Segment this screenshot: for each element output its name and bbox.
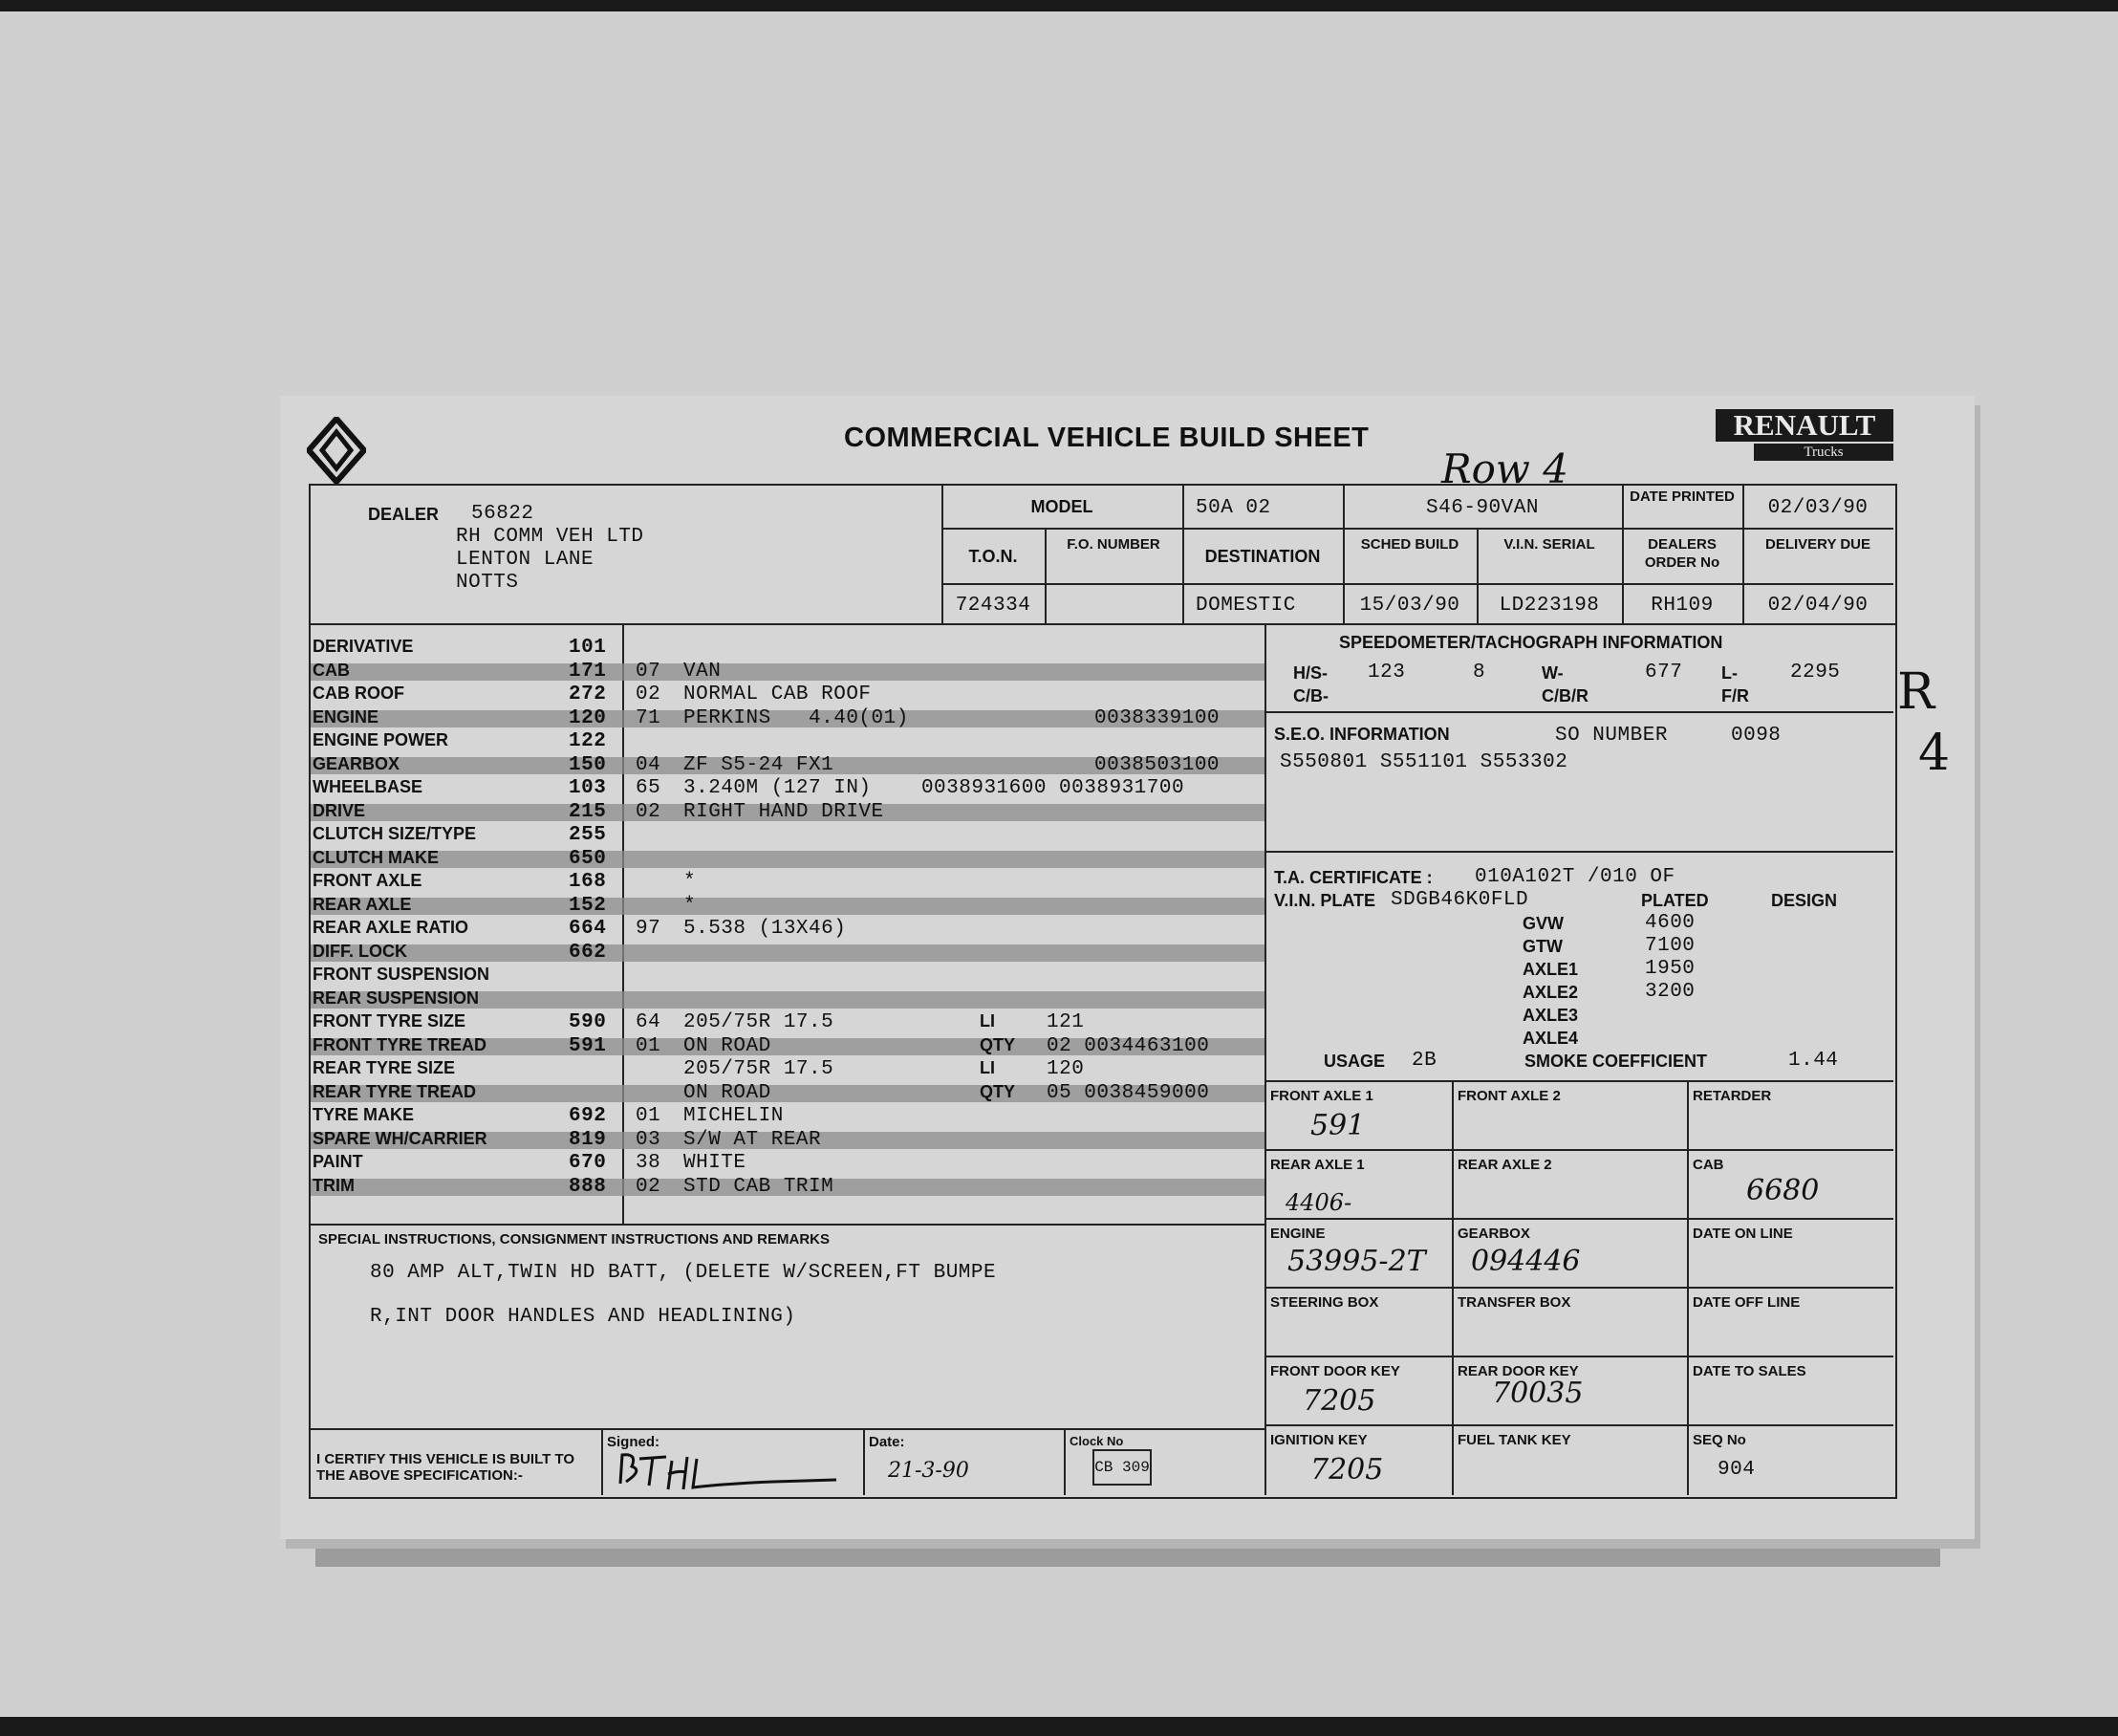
usage-label: USAGE	[1324, 1052, 1386, 1071]
seo-title: S.E.O. INFORMATION	[1274, 725, 1450, 744]
spec-code: 650	[569, 847, 607, 870]
model-name: S46-90VAN	[1426, 497, 1539, 519]
spec-row	[311, 848, 1266, 871]
sched-build-value: 15/03/90	[1359, 595, 1460, 617]
spec-option: 03	[636, 1128, 661, 1151]
dealer-label: DEALER	[368, 505, 440, 524]
fuel-tank-key-label: FUEL TANK KEY	[1458, 1432, 1571, 1448]
smoke-value: 1.44	[1788, 1050, 1839, 1072]
spec-label: WHEELBASE	[313, 777, 423, 796]
signature	[611, 1447, 850, 1495]
ta-cert-value: 010A102T /010 OF	[1475, 866, 1675, 888]
plated-label: PLATED	[1641, 891, 1709, 910]
spec-label: CAB	[313, 660, 350, 680]
destination-label: DESTINATION	[1204, 547, 1321, 566]
special-instructions-line-1: 80 AMP ALT,TWIN HD BATT, (DELETE W/SCREEN,FT BUMPE	[370, 1262, 997, 1284]
model-label: MODEL	[1030, 497, 1093, 516]
spec-description: *	[683, 894, 697, 917]
front-axle-2-label: FRONT AXLE 2	[1458, 1088, 1561, 1104]
ta-weight-value: 3200	[1645, 981, 1696, 1003]
spec-part-number: 0038339100	[1094, 706, 1221, 729]
dealer-number: 56822	[471, 503, 534, 525]
spec-label: PAINT	[313, 1152, 363, 1171]
spec-code: 888	[569, 1175, 607, 1198]
date-off-line-label: DATE OFF LINE	[1693, 1294, 1801, 1311]
spec-label: CLUTCH SIZE/TYPE	[313, 824, 477, 843]
w-value: 677	[1645, 662, 1683, 684]
l-label: L-	[1721, 663, 1738, 683]
vin-plate-label: V.I.N. PLATE	[1274, 891, 1376, 910]
certify-statement: I CERTIFY THIS VEHICLE IS BUILT TO THE ABOVE SPECIFICATION:-	[316, 1451, 575, 1484]
spec-code: 122	[569, 730, 607, 752]
spec-code: 101	[569, 637, 607, 659]
clock-no-label: Clock No	[1070, 1434, 1124, 1448]
spec-option: 07	[636, 660, 661, 683]
spec-description: 5.538 (13X46)	[683, 918, 847, 940]
w-label: W-	[1542, 663, 1564, 683]
cb-label: C/B-	[1293, 686, 1329, 705]
ta-weight-label: AXLE2	[1523, 983, 1579, 1002]
gearbox-value: 094446	[1471, 1245, 1581, 1278]
spec-row	[311, 1058, 1266, 1081]
spec-row	[311, 871, 1266, 894]
so-number-value: 0098	[1731, 725, 1782, 747]
spec-row	[311, 942, 1266, 965]
spec-label: ENGINE POWER	[313, 730, 449, 749]
renault-diamond-logo	[307, 417, 366, 484]
spec-li-label: LI	[980, 1058, 995, 1077]
dealer-address-2: NOTTS	[456, 572, 519, 594]
so-number-label: SO NUMBER	[1555, 725, 1668, 747]
spec-description: RIGHT HAND DRIVE	[683, 800, 884, 823]
fo-label: F.O. NUMBER	[1067, 536, 1160, 553]
spec-description: ON ROAD	[683, 1081, 771, 1104]
spec-code: 103	[569, 777, 607, 799]
spec-row	[311, 1176, 1266, 1199]
ta-weight-label: GVW	[1523, 914, 1564, 933]
ta-weight-label: AXLE1	[1523, 960, 1579, 979]
spec-table	[311, 637, 1264, 1210]
spec-li-value: 120	[1047, 1058, 1085, 1080]
speedo-title: SPEEDOMETER/TACHOGRAPH INFORMATION	[1339, 633, 1723, 652]
spec-row	[311, 684, 1266, 706]
spec-li-label: LI	[980, 1011, 995, 1031]
delivery-due-label: DELIVERY DUE	[1764, 536, 1871, 553]
dealers-order-value: RH109	[1651, 595, 1714, 617]
spec-code: 692	[569, 1105, 607, 1127]
spec-label: CLUTCH MAKE	[313, 847, 439, 867]
spec-option: 64	[636, 1011, 661, 1033]
spec-row	[311, 754, 1266, 777]
dealer-name: RH COMM VEH LTD	[456, 526, 644, 548]
spec-li-value: 05 0038459000	[1047, 1081, 1210, 1104]
gearbox-label: GEARBOX	[1458, 1226, 1530, 1242]
spec-description: ZF S5-24 FX1	[683, 753, 834, 776]
cbr-label: C/B/R	[1542, 686, 1588, 705]
front-door-key-value: 7205	[1303, 1384, 1376, 1418]
spec-li-value: 121	[1047, 1011, 1085, 1033]
scan-border-top	[0, 0, 2118, 11]
model-code: 50A 02	[1196, 497, 1271, 519]
spec-row	[311, 801, 1266, 824]
spec-code: 664	[569, 918, 607, 940]
spec-row	[311, 965, 1266, 987]
date-on-line-label: DATE ON LINE	[1693, 1226, 1793, 1242]
spec-label: TRIM	[313, 1175, 355, 1195]
l-value: 2295	[1790, 662, 1841, 684]
rear-axle-1-value: 4406-	[1286, 1189, 1352, 1216]
design-label: DESIGN	[1771, 891, 1838, 910]
spec-description: PERKINS 4.40(01)	[683, 706, 909, 729]
rear-door-key-label: REAR DOOR KEY	[1458, 1363, 1579, 1379]
spec-description: 205/75R 17.5	[683, 1011, 834, 1033]
sheet-shadow	[315, 1534, 1940, 1567]
spec-description: ON ROAD	[683, 1034, 771, 1057]
date-printed: 02/03/90	[1767, 497, 1869, 519]
spec-option: 71	[636, 706, 661, 729]
spec-option: 65	[636, 777, 661, 799]
ta-weight-value: 4600	[1645, 912, 1696, 934]
ta-weight-value: 1950	[1645, 958, 1696, 980]
spec-row	[311, 918, 1266, 941]
spec-option: 02	[636, 800, 661, 823]
spec-label: FRONT TYRE TREAD	[313, 1034, 486, 1054]
spec-part-number: 0038503100	[1094, 753, 1221, 776]
spec-label: TYRE MAKE	[313, 1105, 415, 1124]
header-divider	[311, 623, 1895, 625]
spec-row	[311, 707, 1266, 730]
spec-code: 591	[569, 1034, 607, 1057]
rear-door-key-value: 70035	[1492, 1377, 1584, 1410]
seq-no-label: SEQ No	[1693, 1432, 1746, 1448]
engine-value: 53995-2T	[1287, 1245, 1426, 1278]
spec-label: REAR AXLE RATIO	[313, 918, 469, 937]
vin-plate-value: SDGB46K0FLD	[1391, 889, 1529, 911]
spec-code: 819	[569, 1128, 607, 1151]
spec-description: WHITE	[683, 1152, 746, 1174]
ta-weight-label: GTW	[1523, 937, 1563, 956]
spec-label: REAR TYRE SIZE	[313, 1058, 456, 1077]
spec-label: REAR AXLE	[313, 894, 412, 914]
spec-label: DIFF. LOCK	[313, 941, 407, 961]
spec-row	[311, 895, 1266, 918]
hs-value-2: 8	[1473, 662, 1486, 684]
spec-option: 02	[636, 684, 661, 705]
spec-row	[311, 1011, 1266, 1034]
front-axle-1-value: 591	[1310, 1109, 1366, 1142]
scan-border-bottom	[0, 1717, 2118, 1736]
vin-serial-label: V.I.N. SERIAL	[1503, 536, 1595, 553]
margin-note-letter: R	[1897, 663, 1935, 721]
special-instructions-title: SPECIAL INSTRUCTIONS, CONSIGNMENT INSTRUCTIONS AND REMARKS	[318, 1231, 831, 1248]
spec-code: 255	[569, 824, 607, 846]
ignition-key-label: IGNITION KEY	[1270, 1432, 1368, 1448]
spec-row	[311, 1152, 1266, 1175]
engine-label: ENGINE	[1270, 1226, 1326, 1242]
fr-label: F/R	[1721, 686, 1749, 705]
spec-code: 120	[569, 706, 607, 729]
spec-code: 662	[569, 941, 607, 964]
special-instructions-line-2: R,INT DOOR HANDLES AND HEADLINING)	[370, 1306, 796, 1328]
signed-label: Signed:	[607, 1434, 659, 1450]
margin-note-number: 4	[1918, 725, 1951, 782]
spec-row	[311, 661, 1266, 684]
spec-label: FRONT AXLE	[313, 871, 422, 890]
spec-description: VAN	[683, 660, 722, 683]
spec-label: FRONT SUSPENSION	[313, 965, 490, 984]
spec-code: 168	[569, 871, 607, 893]
spec-row	[311, 1105, 1266, 1128]
spec-label: DRIVE	[313, 800, 366, 820]
spec-label: GEARBOX	[313, 753, 400, 773]
ta-weight-table	[1523, 914, 1809, 1057]
spec-option: 01	[636, 1034, 661, 1057]
dealer-address-1: LENTON LANE	[456, 549, 594, 571]
destination-value: DOMESTIC	[1196, 595, 1296, 617]
hs-value: 123	[1368, 662, 1406, 684]
spec-code: 152	[569, 894, 607, 917]
ta-weight-label: AXLE4	[1523, 1029, 1579, 1048]
ta-weight-value: 7100	[1645, 935, 1696, 957]
handwritten-row-note: Row 4	[1441, 445, 1568, 492]
transfer-box-label: TRANSFER BOX	[1458, 1294, 1571, 1311]
spec-row	[311, 1129, 1266, 1152]
spec-code: 215	[569, 800, 607, 823]
spec-code: 590	[569, 1011, 607, 1033]
spec-code: 272	[569, 684, 607, 705]
spec-description: NORMAL CAB ROOF	[683, 684, 872, 705]
page-title: COMMERCIAL VEHICLE BUILD SHEET	[844, 423, 1370, 453]
cab-label: CAB	[1693, 1157, 1724, 1173]
clock-no-stamp: CB 309	[1092, 1449, 1152, 1486]
spec-li-label: QTY	[980, 1034, 1016, 1054]
brand-logo: RENAULT	[1716, 409, 1893, 442]
rear-axle-1-label: REAR AXLE 1	[1270, 1157, 1365, 1173]
spec-label: REAR SUSPENSION	[313, 987, 480, 1008]
sched-build-label: SCHED BUILD	[1360, 536, 1459, 553]
retarder-label: RETARDER	[1693, 1088, 1772, 1104]
spec-description: 3.240M (127 IN) 0038931600 0038931700	[683, 777, 1185, 799]
spec-code: 150	[569, 753, 607, 776]
ta-cert-label: T.A. CERTIFICATE :	[1274, 868, 1433, 887]
front-axle-1-label: FRONT AXLE 1	[1270, 1088, 1373, 1104]
spec-row	[311, 637, 1266, 660]
spec-description: *	[683, 871, 697, 893]
hs-label: H/S-	[1293, 663, 1328, 683]
spec-label: REAR TYRE TREAD	[313, 1081, 477, 1101]
steering-box-label: STEERING BOX	[1270, 1294, 1379, 1311]
spec-row	[311, 824, 1266, 847]
spec-option: 97	[636, 918, 661, 940]
spec-option: 04	[636, 753, 661, 776]
spec-label: ENGINE	[313, 706, 379, 727]
spec-row	[311, 1082, 1266, 1105]
spec-li-label: QTY	[980, 1081, 1016, 1101]
spec-description: 205/75R 17.5	[683, 1058, 834, 1080]
smoke-label: SMOKE COEFFICIENT	[1524, 1052, 1708, 1071]
ton-value: 724334	[955, 595, 1031, 617]
date-value: 21-3-90	[888, 1459, 969, 1483]
seq-no-value: 904	[1718, 1459, 1756, 1481]
spec-code: 670	[569, 1152, 607, 1174]
spec-row	[311, 777, 1266, 800]
spec-description: STD CAB TRIM	[683, 1175, 834, 1198]
spec-option: 01	[636, 1105, 661, 1127]
ignition-key-value: 7205	[1310, 1453, 1384, 1486]
spec-option: 38	[636, 1152, 661, 1174]
brand-sub: Trucks	[1754, 444, 1893, 461]
build-sheet	[280, 396, 1975, 1539]
spec-label: SPARE WH/CARRIER	[313, 1128, 487, 1148]
spec-row	[311, 730, 1266, 753]
spec-label: FRONT TYRE SIZE	[313, 1011, 466, 1031]
front-door-key-label: FRONT DOOR KEY	[1270, 1363, 1400, 1379]
cab-value: 6680	[1746, 1174, 1820, 1207]
usage-value: 2B	[1412, 1050, 1437, 1072]
spec-option: 02	[636, 1175, 661, 1198]
spec-description: S/W AT REAR	[683, 1128, 822, 1151]
spec-li-value: 02 0034463100	[1047, 1034, 1210, 1057]
spec-label: DERIVATIVE	[313, 637, 414, 656]
date-printed-label: DATE PRINTED	[1630, 488, 1735, 505]
ton-label: T.O.N.	[968, 547, 1018, 566]
spec-row	[311, 988, 1266, 1011]
ta-weight-label: AXLE3	[1523, 1006, 1579, 1025]
date-label: Date:	[869, 1434, 905, 1450]
vin-serial-value: LD223198	[1499, 595, 1600, 617]
spec-code: 171	[569, 660, 607, 683]
seo-codes: S550801 S551101 S553302	[1280, 751, 1568, 773]
dealers-order-label: DEALERS ORDER No	[1644, 536, 1720, 571]
delivery-due-value: 02/04/90	[1767, 595, 1869, 617]
spec-description: MICHELIN	[683, 1105, 784, 1127]
spec-row	[311, 1035, 1266, 1058]
spec-table-bottom	[311, 1224, 1264, 1226]
spec-label: CAB ROOF	[313, 684, 404, 703]
rear-axle-2-label: REAR AXLE 2	[1458, 1157, 1552, 1173]
date-to-sales-label: DATE TO SALES	[1693, 1363, 1806, 1379]
